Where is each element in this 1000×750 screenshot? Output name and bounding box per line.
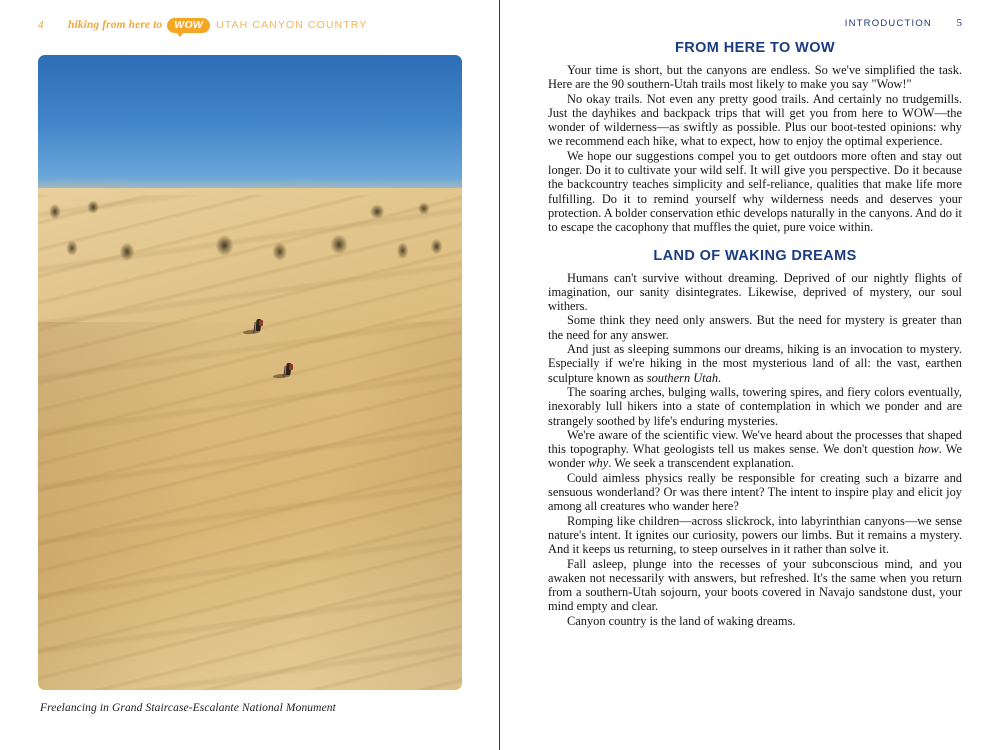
- slickrock-hikers-photo: [38, 55, 462, 690]
- paragraph: No okay trails. Not even any pretty good trails. And certainly no trudgemills. Just the dayhikes and backpack trips that will get you from here to WOW—the wonder of wilderness—as swiftly as possible. Plus our boot-tested opinions: why we recommend each hike, what to expect, how to enjoy the optimal experience.: [548, 91, 962, 149]
- paragraph: We hope our suggestions compel you to get outdoors more often and stay out longer. Do it to cultivate your wild self. It will give you perspective. Do it because the backcountry teaches simplicity and self-reliance, qualities that make life more fulfilling. Do it to remind yourself why wilderness needs and deserves your protection. A bolder conservation ethic develops naturally in the canyons. And do it to escape the cacophony that muffles the quiet, pure voice within.: [548, 148, 962, 235]
- paragraph: Canyon country is the land of waking dreams.: [567, 613, 796, 628]
- paragraph-invocation: [548, 342, 962, 385]
- italic-southern-utah: southern Utah: [646, 370, 719, 385]
- paragraph: The soaring arches, bulging walls, towering spires, and fiery colors eventually, inexorably lull hikers into a state of contemplation in which we ponder and are strangely soothed by life's enduring mysteries.: [548, 384, 962, 428]
- right-page-header: [845, 17, 962, 29]
- text-run: . We wonder: [548, 442, 962, 471]
- page-number-right: 5: [956, 17, 962, 29]
- text-run: . We seek a transcendent explanation.: [608, 456, 794, 471]
- photo-caption-left: Freelancing in Grand Staircase-Escalante National Monument: [40, 702, 336, 714]
- running-title-right: INTRODUCTION: [844, 17, 932, 29]
- wow-speech-bubble-icon: WOW: [167, 18, 210, 33]
- text-run: We're aware of the scientific view. We've heard about the processes that shaped this topography. What geologists tell us makes sense. We don't question: [548, 427, 962, 457]
- paragraph: Fall asleep, plunge into the recesses of your subconscious mind, and you awaken not necessarily with answers, but refreshed. It's the same when you return from a southern-Utah sojourn, your boots covered in Navajo sandstone dust, your mind empty and clear.: [548, 556, 962, 614]
- photo-brush-upper: [38, 185, 462, 223]
- paragraph: Humans can't survive without dreaming. Deprived of our nightly flights of imagination, our sanity disintegrates. Likewise, deprived of mystery, our soul withers.: [548, 270, 962, 314]
- text-run: And just as sleeping summons our dreams, hiking is an invocation to mystery. Especially if we're hiking in the most mysterious land of all: the vast, earthen sculpture known as: [548, 342, 962, 385]
- text-run: .: [718, 370, 722, 385]
- left-page-header: [38, 17, 367, 33]
- paragraph: Romping like children—across slickrock, into labyrinthian canyons—we sense nature's intent. It ignites our curiosity, powers our limbs. But it remains a mystery. And it keeps us returning, to steep ourselves in it rather than solve it.: [548, 513, 962, 557]
- text-column: [548, 40, 962, 628]
- paragraph: Some think they need only answers. But the need for mystery is greater than the need for any answer.: [548, 313, 962, 342]
- backpack-icon: [289, 364, 293, 370]
- right-page: [500, 0, 1000, 750]
- italic-how: how: [918, 442, 939, 457]
- page-number-left: 4: [38, 19, 44, 31]
- section-heading-from-here-to-wow: FROM HERE TO WOW: [675, 40, 835, 56]
- photo-brush-lower: [38, 220, 462, 271]
- backpack-icon: [259, 320, 263, 326]
- page-gutter-line: [499, 0, 500, 750]
- photo-sky: [38, 55, 462, 195]
- photo-slope-shading: [38, 322, 462, 690]
- section-heading-land-of-waking-dreams: LAND OF WAKING DREAMS: [653, 247, 857, 264]
- brand-script-text: hiking from here to: [68, 19, 163, 31]
- hiker-figure-upper: [254, 319, 263, 333]
- hiker-figure-lower: [284, 363, 293, 377]
- running-title-left: UTAH CANYON COUNTRY: [216, 19, 368, 31]
- paragraph-scientific: [548, 428, 962, 471]
- italic-why: why: [588, 456, 609, 471]
- paragraph: Your time is short, but the canyons are endless. So we've simplified the task. Here are the 90 southern-Utah trails most likely to make you say "Wow!": [548, 63, 962, 92]
- paragraph: Could aimless physics really be responsible for creating such a bizarre and sensuous wonderland? Or was there intent? The intent to inspire play and elicit joy among all creatures who wander here?: [548, 470, 962, 514]
